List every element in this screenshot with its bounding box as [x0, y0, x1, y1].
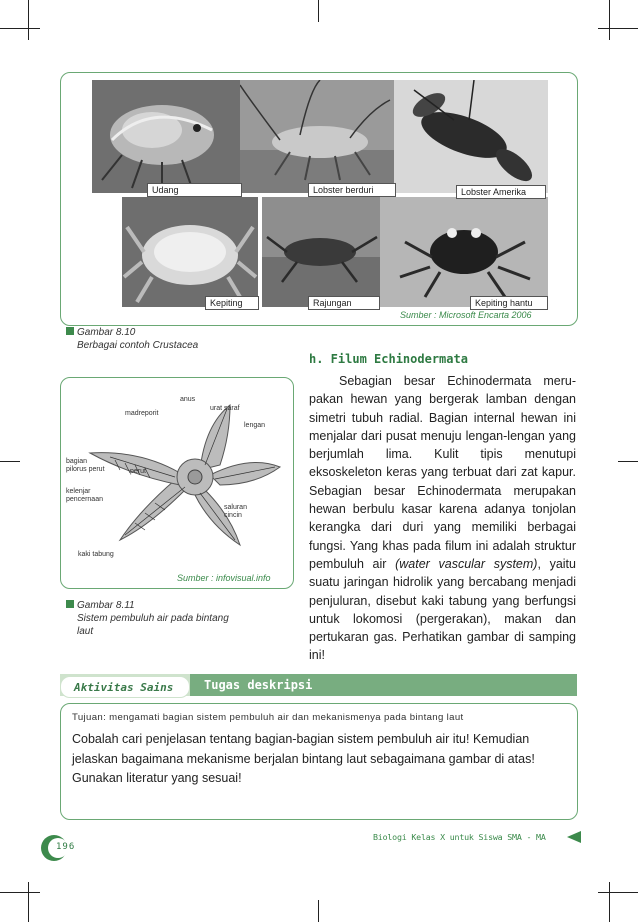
figure-811-label: Gambar 8.11	[77, 600, 135, 611]
label-kelenjar: kelenjar	[66, 488, 91, 495]
crop-mark-bl-v	[28, 882, 29, 922]
crop-mark-tl-v	[28, 0, 29, 40]
caption-lobster-amerika: Lobster Amerika	[456, 185, 546, 199]
caption-kepiting: Kepiting	[205, 296, 259, 310]
crop-mark-tr-v	[609, 0, 610, 40]
page-number: 196	[56, 842, 76, 852]
paragraph-italic-term: (water vascular system)	[395, 556, 538, 571]
label-kaki-tabung: kaki tabung	[78, 551, 114, 558]
figure-811-source: Sumber : infovisual.info	[177, 573, 271, 583]
activity-task: Cobalah cari penjelasan tentang bagian-bagian sistem pembuluh air itu! Kemudian jelaskan bagaimana mekanisme berjalan bintang laut sebagaimana gambar di atas! Gunakan literatur yang sesuai!	[72, 732, 535, 785]
crop-mark-ml	[0, 461, 20, 462]
section-heading: h. Filum Echinodermata	[309, 352, 468, 366]
bullet-square-icon	[66, 327, 74, 335]
label-saluran: saluran	[224, 504, 247, 511]
activity-tab	[190, 674, 577, 696]
caption-rajungan: Rajungan	[308, 296, 380, 310]
crop-mark-tc	[318, 0, 319, 22]
crop-mark-bc	[318, 900, 319, 922]
label-cincin: cincin	[224, 512, 242, 519]
bullet-square-icon	[66, 600, 74, 608]
photo-lobster-berduri	[240, 80, 394, 193]
label-urat-saraf: urat saraf	[210, 405, 240, 412]
crop-mark-tr-h	[598, 28, 638, 29]
figure-810-source: Sumber : Microsoft Encarta 2006	[400, 310, 532, 320]
label-bagian: bagian	[66, 458, 88, 465]
figure-810-label: Gambar 8.10	[77, 327, 136, 338]
caption-kepiting-hantu: Kepiting hantu	[470, 296, 548, 310]
photo-udang	[92, 80, 240, 193]
label-pilorus-perut: pilorus perut	[66, 466, 105, 473]
label-kelenjar-pencernaan	[66, 488, 103, 504]
starfish-diagram	[80, 395, 285, 555]
label-pencernaan: pencernaan	[66, 496, 103, 503]
activity-badge-label: Aktivitas Sains	[74, 681, 174, 694]
paragraph-text-1: Sebagian besar Echinodermata meru-pakan hewan yang bergerak lamban dengan simetri tubuh radial. Bagian internal hewan ini menjalar dari pusat menuju lengan-lengan yang berjumlah lima. Kulit tipis menutupi eksoskeleton keras yang terbuat dari zat kapur. Sebagian besar Echinodermata merupakan hewan berbulu kasar karena adanya tonjolan kerangka dari duri yang memiliki berbagai fungsi. Yang khas pada filum ini adalah struktur pembuluh air	[309, 374, 576, 571]
activity-tab-label: Tugas deskripsi	[204, 678, 313, 692]
triangle-left-icon	[567, 831, 581, 843]
figure-811-caption	[66, 599, 229, 638]
crop-mark-br-v	[609, 882, 610, 922]
crop-mark-mr	[618, 461, 638, 462]
label-bagian-pilorus-perut	[66, 458, 105, 474]
paragraph-text-2: , yaitu suatu jaringan hidrolik yang bercabang menjadi penjuluran, disebut kaki tabung yang berfungsi untuk lokomosi (pergerakan), makan dan pertukaran gas. Perhatikan gambar di samping ini!	[309, 556, 576, 663]
crop-mark-tl-h	[0, 28, 40, 29]
running-title	[373, 832, 546, 842]
caption-lobster-berduri: Lobster berduri	[308, 183, 396, 197]
caption-udang: Udang	[147, 183, 242, 197]
label-anus: anus	[180, 396, 196, 403]
activity-tujuan: Tujuan: mengamati bagian sistem pembuluh air dan mekanismenya pada bintang laut	[72, 712, 464, 723]
figure-810-caption	[66, 326, 198, 352]
section-paragraph	[309, 372, 576, 665]
running-title-text: Biologi Kelas X untuk Siswa SMA - MA	[373, 832, 546, 842]
photo-kepiting	[122, 197, 258, 307]
label-madreporit: madreporit	[125, 410, 159, 417]
label-perut: perut	[130, 468, 146, 475]
label-saluran-cincin	[224, 504, 247, 520]
photo-lobster-amerika	[394, 80, 548, 193]
figure-810-title: Berbagai contoh Crustacea	[77, 340, 199, 351]
photo-kepiting-hantu	[380, 197, 548, 307]
crop-mark-br-h	[598, 892, 638, 893]
figure-811-title-line1: Sistem pembuluh air pada bintang	[77, 613, 229, 624]
figure-811-title-line2: laut	[77, 626, 94, 637]
crop-mark-bl-h	[0, 892, 40, 893]
photo-rajungan	[262, 197, 380, 307]
label-lengan: lengan	[244, 422, 266, 429]
